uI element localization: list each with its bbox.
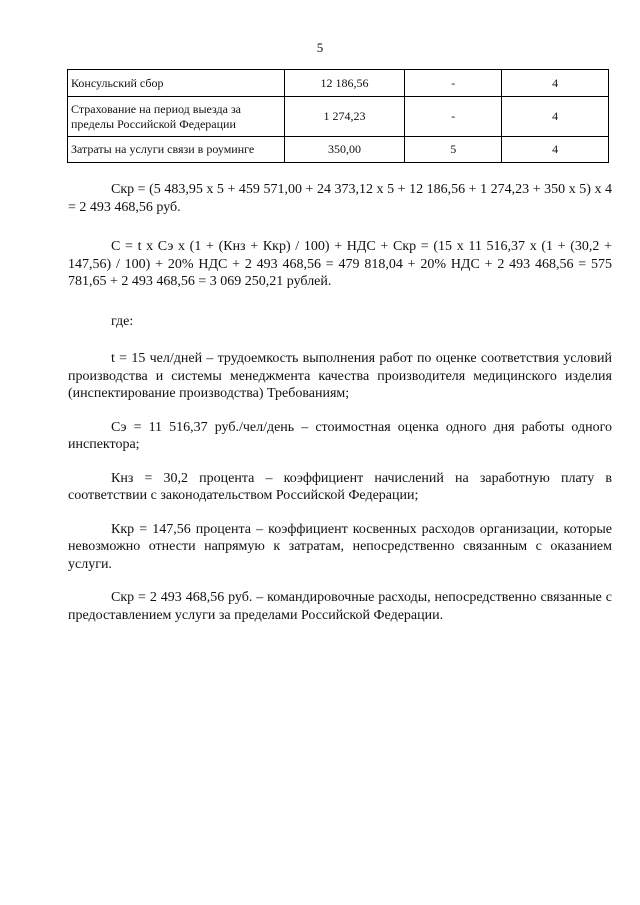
definition-se: Сэ = 11 516,37 руб./чел/день – стоимостная оценка одного дня работы одного инспектора; (68, 419, 612, 452)
table-cell-quantity: - (405, 70, 502, 97)
table-cell-quantity: - (405, 97, 502, 137)
formula-skr: Скр = (5 483,95 х 5 + 459 571,00 + 24 373,12 х 5 + 12 186,56 + 1 274,23 + 350 х 5) х 4 = 2 493 468,56 руб. (68, 182, 612, 215)
definition-kkr: Ккр = 147,56 процента – коэффициент косвенных расходов организации, которые невозможно отнести напрямую к затратам, непосредственно связанным с оказанием услуги. (68, 521, 612, 572)
table-cell-multiplier: 4 (502, 137, 609, 163)
where-label: где: (111, 313, 134, 329)
table-row (68, 137, 609, 163)
table-cell-name: Консульский сбор (68, 70, 285, 97)
table-cell-name: Страхование на период выезда за пределы Российской Федерации (68, 97, 285, 137)
table-cell-quantity: 5 (405, 137, 502, 163)
table-cell-multiplier: 4 (502, 70, 609, 97)
table-row (68, 97, 609, 137)
definition-t: t = 15 чел/дней – трудоемкость выполнения работ по оценке соответствия условий производства и системы менеджмента качества производителя медицинского изделия (инспектирование производства) Требованиям; (68, 351, 612, 401)
table-cell-amount: 12 186,56 (284, 70, 404, 97)
table-cell-multiplier: 4 (502, 97, 609, 137)
formula-c: С = t х Сэ х (1 + (Кнз + Ккр) / 100) + НДС + Скр = (15 х 11 516,37 х (1 + (30,2 + 147,56) / 100) + 20% НДС + 2 493 468,56 = 479 818,04 + 20% НДС + 2 493 468,56 = 575 781,65 + 2 493 468,56 = 3 069 250,21 рублей. (68, 239, 612, 289)
document-body (68, 181, 612, 624)
definition-knz: Кнз = 30,2 процента – коэффициент начислений на заработную плату в соответствии с законодательством Российской Федерации; (68, 470, 612, 503)
table-cell-amount: 1 274,23 (284, 97, 404, 137)
table-cell-name: Затраты на услуги связи в роуминге (68, 137, 285, 163)
definition-skr: Скр = 2 493 468,56 руб. – командировочные расходы, непосредственно связанные с предоставлением услуги за пределами Российской Федерации. (68, 590, 612, 623)
table-cell-amount: 350,00 (284, 137, 404, 163)
cost-table (67, 69, 609, 163)
table-row (68, 70, 609, 97)
page-number: 5 (316, 40, 324, 55)
